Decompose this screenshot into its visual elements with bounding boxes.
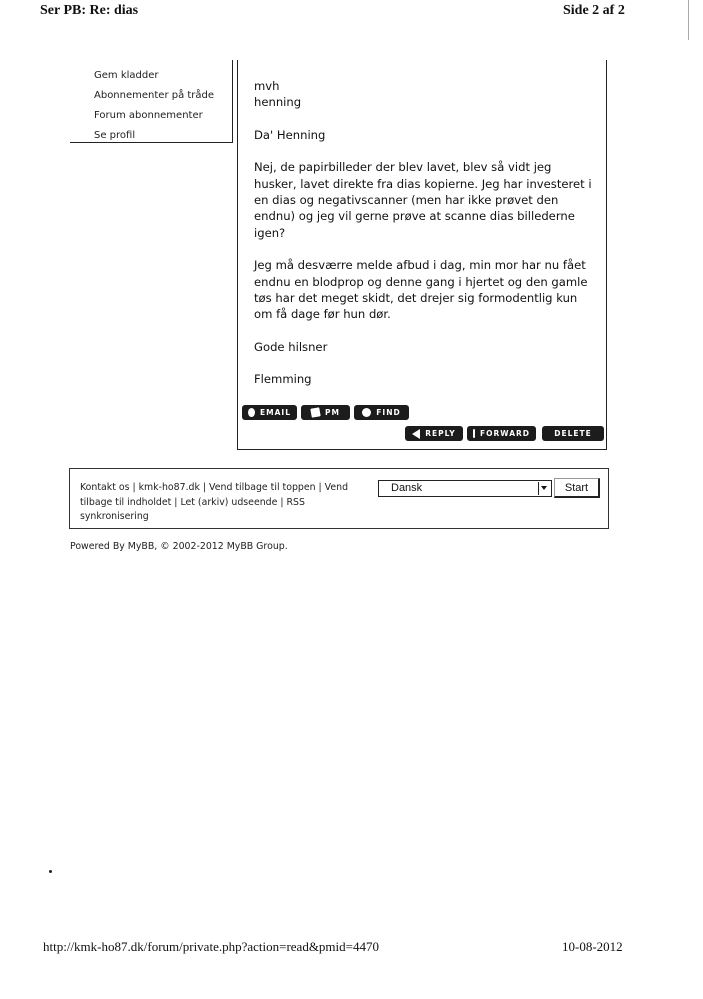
scan-speck — [49, 870, 52, 873]
menu-item-forum-abonnementer[interactable]: Forum abonnementer — [94, 110, 203, 121]
print-header-page-number: Side 2 af 2 — [563, 3, 625, 18]
message-closing: Gode hilsner — [254, 339, 328, 354]
message-signature: Flemming — [254, 372, 312, 387]
pm-button[interactable] — [301, 405, 350, 420]
message-paragraph-1: Nej, de papirbilleder der blev lavet, blev så vidt jeg husker, lavet direkte fra dias kopierne. Jeg har investeret i en dias og negativscanner (men har ikke prøvet den endnu) og jeg vil gerne prøve at scanne dias billederne igen? — [254, 160, 592, 240]
email-icon — [248, 408, 255, 417]
reply-button-label: REPLY — [425, 429, 456, 438]
forward-icon — [473, 429, 475, 438]
print-header-title: Ser PB: Re: dias — [40, 3, 139, 18]
delete-button[interactable] — [542, 426, 604, 441]
private-message — [237, 60, 607, 450]
quote-sign-line-2: henning — [254, 95, 302, 110]
print-footer-url: http://kmk-ho87.dk/forum/private.php?action=read&pmid=4470 — [43, 939, 379, 954]
language-select[interactable] — [378, 480, 552, 497]
message-body — [254, 78, 594, 398]
reply-arrow-icon — [412, 429, 420, 439]
scan-edge-mark — [688, 0, 689, 40]
menu-item-gem-kladder[interactable]: Gem kladder — [94, 70, 159, 81]
chevron-down-icon[interactable] — [538, 482, 550, 495]
forward-button-label: FORWARD — [479, 429, 530, 438]
print-footer-date: 10-08-2012 — [562, 939, 623, 954]
find-icon — [362, 408, 371, 417]
forward-button[interactable] — [467, 426, 536, 441]
quote-sign-line-1: mvh — [254, 79, 280, 93]
powered-by: Powered By MyBB, © 2002-2012 MyBB Group. — [70, 541, 288, 552]
menu-item-abonnementer-traade[interactable]: Abonnementer på tråde — [94, 90, 215, 101]
email-button[interactable] — [242, 405, 297, 420]
find-button-label: FIND — [376, 408, 401, 417]
find-button[interactable] — [354, 405, 409, 420]
pm-button-label: PM — [325, 408, 340, 417]
menu-item-se-profil[interactable]: Se profil — [94, 130, 136, 141]
footer-links[interactable]: Kontakt os | kmk-ho87.dk | Vend tilbage til toppen | Vend tilbage til indholdet | Let (arkiv) udseende | RSS synkronisering — [80, 482, 349, 522]
message-greeting: Da' Henning — [254, 127, 326, 142]
message-paragraph-2: Jeg må desværre melde afbud i dag, min mor har nu fået endnu en blodprop og denne gang i hjertet og den gamle tøs har det meget skidt, det drejer sig formodentlig kun om få dage før hun dør. — [254, 258, 588, 322]
pm-icon — [310, 407, 320, 417]
usercp-menu — [70, 60, 233, 143]
page-footer-box — [69, 468, 609, 529]
language-select-value: Dansk — [391, 482, 423, 494]
email-button-label: EMAIL — [260, 408, 291, 417]
reply-button[interactable] — [405, 426, 463, 441]
language-start-button[interactable]: Start — [554, 478, 600, 498]
delete-button-label: DELETE — [554, 429, 592, 438]
